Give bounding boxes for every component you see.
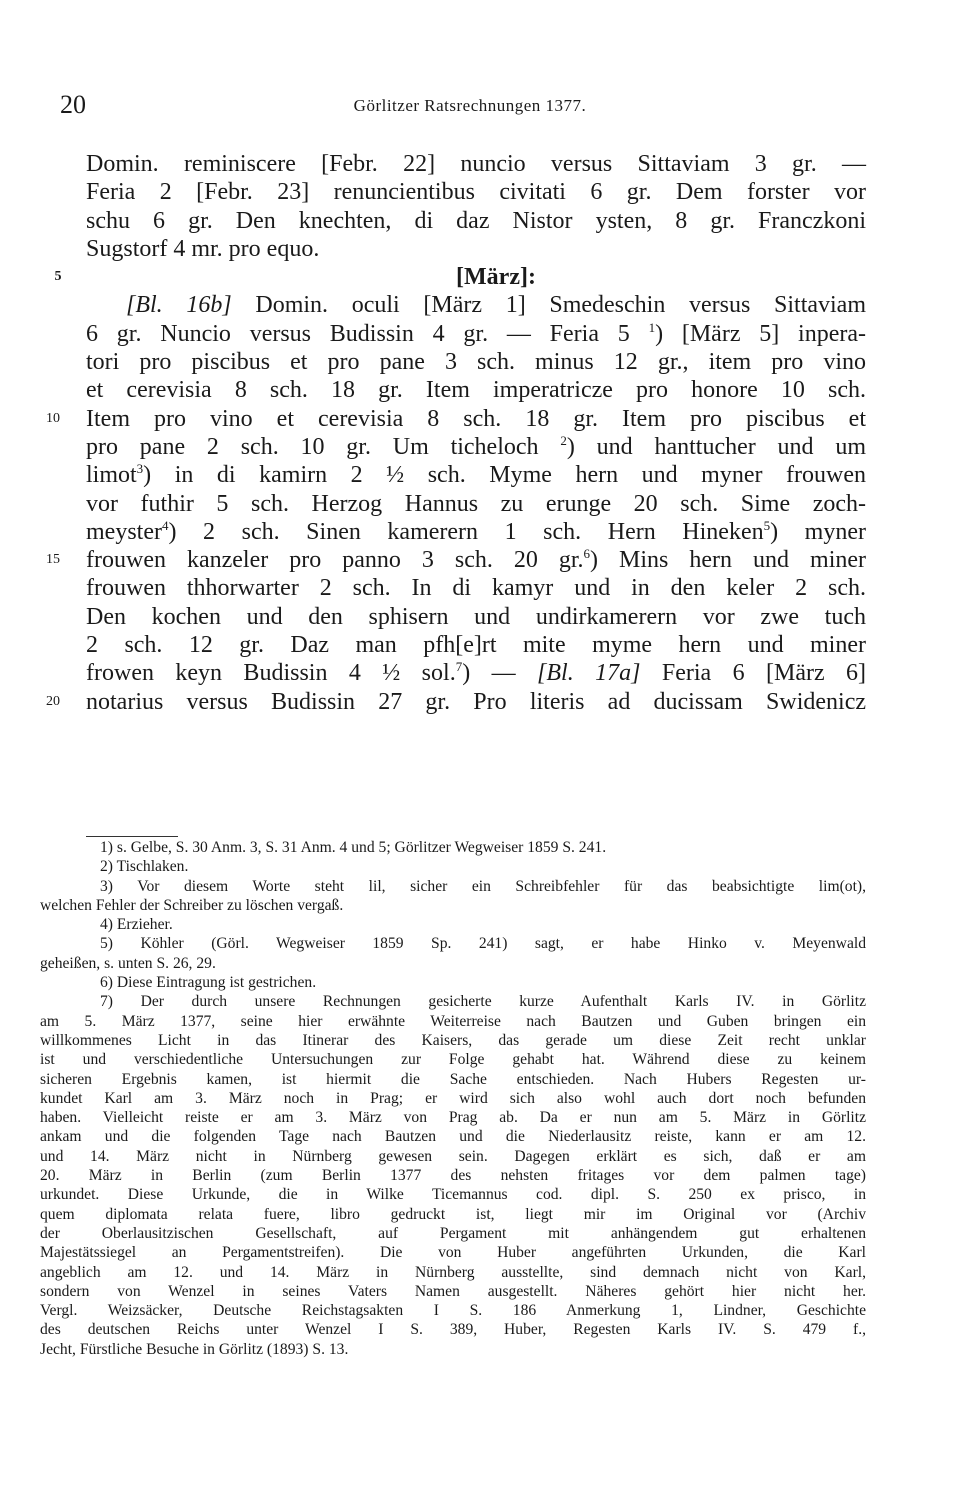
text-line: frowen keyn Budissin 4 ½ sol.$^7$) — [Bl. 17a] Feria 6 [März 6] — [86, 659, 867, 687]
section-heading: 5 [März]: — [86, 263, 866, 291]
footnote-ref: 2 — [560, 432, 567, 448]
footnote: ist und verschiedentliche Untersuchungen zur Folge gehabt hat. Während diese zu keinem — [40, 1051, 866, 1069]
footnote: Jecht, Fürstliche Besuche in Görlitz (1893) S. 13. — [40, 1340, 349, 1358]
line-number: 20 — [46, 693, 60, 709]
footnote: am 5. März 1377, seine hier erwähnte Weiterreise nach Bautzen und Guben bringen ein — [40, 1012, 866, 1030]
page-number: 20 — [60, 90, 86, 119]
text-line: 2 sch. 12 gr. Daz man pfh[e]rt mite myme hern und miner — [86, 632, 866, 659]
footnote: und 14. März nicht in Nürnberg gewesen sein. Dagegen erklärt es sich, daß er am — [40, 1147, 866, 1165]
text-line: Den kochen und den sphisern und undirkamerern vor zwe tuch — [86, 603, 866, 630]
text-line: 10 Item pro vino et cerevisia 8 sch. 18 gr. Item pro piscibus et — [46, 405, 866, 432]
footnote: des deutschen Reichs unter Wenzel I S. 389, Huber, Regesten Karls IV. S. 479 f., — [40, 1321, 866, 1339]
line-number: 5 — [54, 269, 62, 285]
line-number: 15 — [46, 552, 60, 568]
footnote-ref: 1 — [648, 319, 656, 335]
footnote: der Oberlausitzischen Gesellschaft, auf Pergament mit anhängendem gut erhaltenen — [40, 1224, 866, 1242]
main-text — [46, 150, 867, 716]
footnote: haben. Vielleicht reiste er am 3. März von Prag ab. Da er nun am 5. März in Görlitz — [40, 1109, 866, 1127]
footnote: Majestätssiegel an Pergamentstreifen). Die von Huber angeführten Urkunden, die Karl — [40, 1244, 866, 1262]
text-line: tori pro piscibus et pro pane 3 sch. minus 12 gr., item pro vino — [86, 349, 866, 376]
running-title: Görlitzer Ratsrechnungen 1377. — [353, 96, 587, 115]
text-line: Domin. reminiscere [Febr. 22] nuncio versus Sittaviam 3 gr. — — [86, 151, 866, 177]
text-line: 20 notarius versus Budissin 27 gr. Pro literis ad ducissam Swidenicz — [46, 688, 866, 715]
footnote: sondern von Wenzel in seines Vaters Namen ausgestellt. Näheres gehört hier nicht her. — [40, 1282, 866, 1300]
footnote: Vergl. Weizsäcker, Deutsche Reichstagsakten I S. 186 Anmerkung 1, Lindner, Geschichte — [40, 1302, 866, 1320]
text-line: 15 frouwen kanzeler pro panno 3 sch. 20 gr.$^6$) Mins hern und miner — [46, 546, 867, 574]
text-line: frouwen thhorwarter 2 sch. In di kamyr und in den keler 2 sch. — [86, 575, 866, 602]
footnote: 6) Diese Eintragung ist gestrichen. — [100, 974, 317, 992]
footnote: willkommenes Licht in das Itinerar des Kaisers, das gerade um diese Zeit recht unklar — [40, 1031, 866, 1049]
text-line: meyster$^4$) 2 sch. Sinen kamerern 1 sch. Hern Hineken$^5$) myner — [86, 517, 866, 545]
footnote: ankam und die folgenden Tage nach Bautzen und die Niederlausitz reiste, kann er am 12. — [40, 1128, 866, 1146]
footnote: 7) Der durch unsere Rechnungen gesicherte kurze Aufenthalt Karls IV. in Görlitz — [100, 993, 866, 1011]
footnotes — [40, 838, 866, 1359]
footnote: 1) s. Gelbe, S. 30 Anm. 3, S. 31 Anm. 4 und 5; Görlitzer Wegweiser 1859 S. 241. — [100, 839, 607, 856]
footnote: 4) Erzieher. — [100, 916, 173, 934]
page-header — [60, 90, 880, 120]
footnote: 2) Tischlaken. — [100, 858, 189, 876]
folio-reference: [Bl. 17a] — [537, 660, 641, 687]
text-line: pro pane 2 sch. 10 gr. Um ticheloch $^2$) und hanttucher und um — [86, 432, 867, 460]
footnote: angeblich am 12. und 14. März in Nürnberg ausstellte, sind demnach nicht von Karl, — [40, 1263, 866, 1281]
footnote: sicheren Ergebnis kamen, ist hiermit die Sache entschieden. Nach Hubers Regesten ur- — [40, 1070, 866, 1088]
footnote: 20. März in Berlin (zum Berlin 1377 des nehsten fritages vor dem palmen tage) — [40, 1167, 866, 1185]
footnote-ref: 6 — [583, 546, 591, 562]
footnote: geheißen, s. unten S. 26, 29. — [40, 954, 216, 972]
folio-reference: [Bl. 16b] — [126, 292, 232, 319]
footnote: urkundet. Diese Urkunde, die in Wilke Ticemannus cod. dipl. S. 250 ex prisco, in — [40, 1186, 866, 1204]
text-line: Feria 2 [Febr. 23] renuncientibus civitati 6 gr. Dem forster vor — [86, 179, 866, 206]
text-line: vor futhir 5 sch. Herzog Hannus zu erunge 20 sch. Sime zoch- — [86, 490, 866, 517]
text-line: 6 gr. Nuncio versus Budissin 4 gr. — Feria 5 $^1$) [März 5] inpera- — [86, 319, 867, 347]
text-line: et cerevisia 8 sch. 18 gr. Item imperatricze pro honore 10 sch. — [86, 377, 866, 404]
footnote: 3) Vor diesem Worte steht lil, sicher ein Schreibfehler für das beabsichtigte lim(ot), — [100, 877, 866, 895]
text-line: schu 6 gr. Den knechten, di daz Nistor ysten, 8 gr. Franczkoni — [86, 207, 866, 234]
footnote-ref: 4 — [161, 517, 169, 533]
footnote-ref: 3 — [136, 461, 144, 477]
footnote: 5) Köhler (Görl. Wegweiser 1859 Sp. 241) sagt, er habe Hinko v. Meyenwald — [100, 935, 866, 953]
footnote-ref: 7 — [455, 659, 463, 675]
footnote: kundet Karl am 3. März noch in Prag; er wird sich also wohl auch dort noch befunden — [40, 1089, 866, 1107]
text-line: limot$^3$) in di kamirn 2 ½ sch. Myme hern und myner frouwen — [86, 461, 866, 489]
text-line: [Bl. 16b] Domin. oculi [März 1] Smedeschin versus Sittaviam — [126, 292, 867, 319]
footnote: welchen Fehler der Schreiber zu löschen vergaß. — [40, 896, 344, 914]
line-number: 10 — [46, 410, 60, 426]
text-line: Sugstorf 4 mr. pro equo. — [86, 235, 320, 262]
footnote-ref: 5 — [763, 517, 771, 533]
footnote: quem diplomata relata fuere, libro gedruckt ist, liegt mir im Original vor (Archiv — [40, 1205, 866, 1223]
footnote-rule — [86, 836, 178, 837]
